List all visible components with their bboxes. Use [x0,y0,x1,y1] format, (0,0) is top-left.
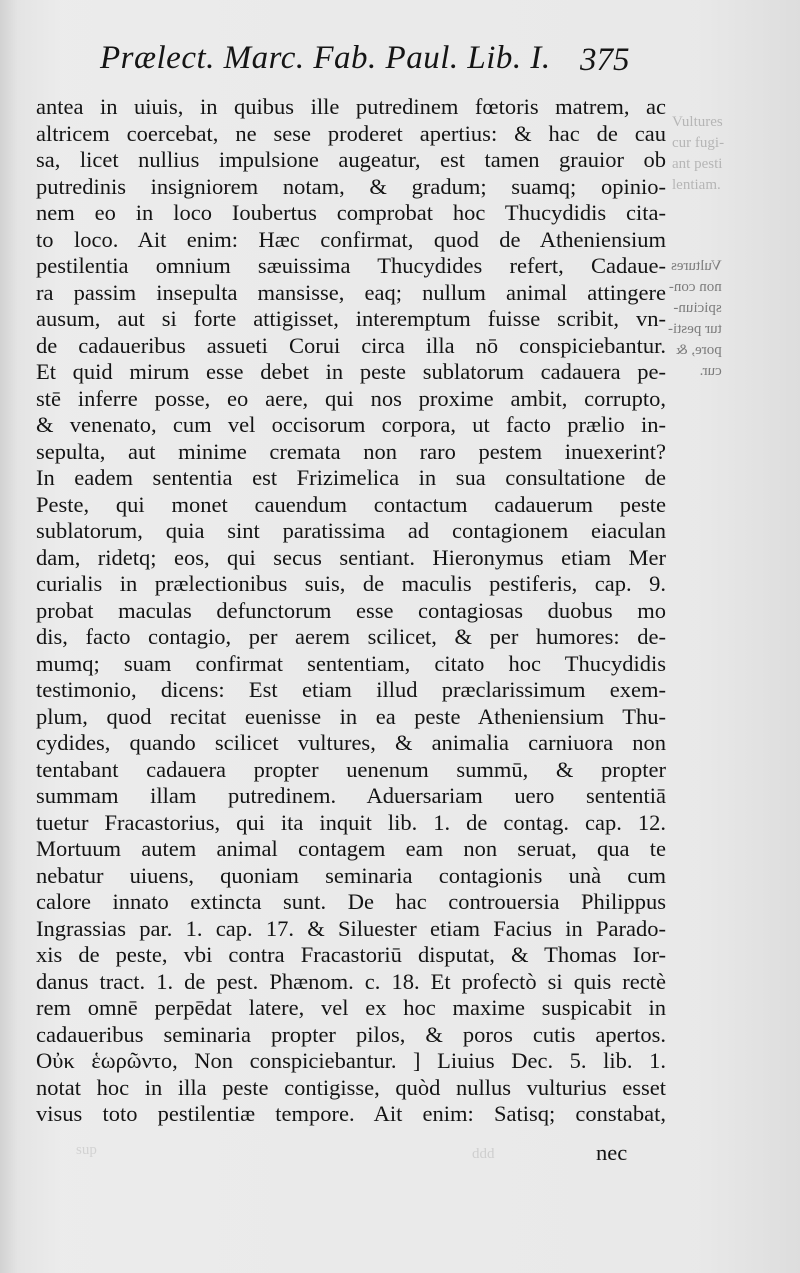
text-line: plum, quod recitat euenisse in ea peste Atheniensium Thu- [36,703,666,729]
page-number: 375 [580,42,630,78]
text-line: putredinis insigniorem notam, & gradum; suamq; opinio- [36,173,666,199]
text-line: Mortuum autem animal contagem eam non seruat, qua te [36,836,666,861]
show-through-signature: ddd [472,1146,495,1162]
text-line: Et quid mirum esse debet in peste sublatorum cadauera pe- [36,359,666,384]
text-line: sa, licet nullius impulsione augeatur, est tamen grauior ob [36,147,666,172]
text-line: visus toto pestilentiæ tempore. Ait enim: Satisq; constabat, [36,1101,666,1126]
text-line: antea in uiuis, in quibus ille putredinem fœtoris matrem, ac [36,94,666,119]
text-line: dis, facto contagio, per aerem scilicet, & per humores: de- [36,624,666,649]
text-line: & venenato, cum vel occisorum corpora, ut facto prælio in- [36,412,666,437]
text-line: curialis in prælectionibus suis, de maculis pestiferis, cap. 9. [36,571,666,596]
text-line: nebatur uiuens, quoniam seminaria contagionis unà cum [36,862,666,888]
text-line: mumq; suam confirmat sententiam, citato hoc Thucydidis [36,650,666,676]
running-head: Prælect. Marc. Fab. Paul. Lib. I. [100,40,551,76]
text-line: cadaueribus seminaria propter pilos, & poros cutis apertos. [36,1021,666,1047]
show-through-margin-note-middle: Vultures non con- spiciun- tur pesti- pore, & cur. [668,258,722,379]
text-line: notat hoc in illa peste contigisse, quòd nullus vulturius esset [36,1074,666,1100]
text-line: calore innato extincta sunt. De hac controuersia Philippus [36,889,666,914]
text-line: to loco. Ait enim: Hæc confirmat, quod de Atheniensium [36,226,666,252]
text-line: sublatorum, quia sint paratissima ad contagionem eiaculan [36,518,666,543]
show-through-margin-note-top: Vultures cur fugi- ant pesti lentiam. [672,114,725,193]
text-line: pestilentia omnium sæuissima Thucydides refert, Cadaue- [36,253,666,278]
text-line: rem omnē perpēdat latere, vel ex hoc maxime suspicabit in [36,995,666,1020]
text-line: tuetur Fracastorius, qui ita inquit lib. 1. de contag. cap. 12. [36,809,666,835]
body-text [36,94,666,1128]
text-line: In eadem sententia est Frizimelica in sua consultatione de [36,465,666,490]
text-line: xis de peste, vbi contra Fracastoriū disputat, & Thomas Ior- [36,942,666,967]
page-header [100,40,660,90]
text-line: ausum, aut si forte attigisset, interemptum fuisse scribit, vn- [36,306,666,331]
text-line: sepulta, aut minime cremata non raro pestem inuexerint? [36,438,666,464]
text-line: altricem coercebat, ne sese proderet apertius: & hac de cau [36,120,666,146]
text-line: danus tract. 1. de pest. Phænom. c. 18. Et profectò si quis rectè [36,968,666,994]
text-line: summam illam putredinem. Aduersariam uero sententiā [36,783,666,808]
text-line: Peste, qui monet cauendum contactum cadauerum peste [36,491,666,517]
text-line: cydides, quando scilicet vultures, & animalia carniuora non [36,730,666,755]
catchword: nec [596,1140,628,1165]
text-line: de cadaueribus assueti Corui circa illa nō conspiciebantur. [36,332,666,358]
show-through-bottom-left: sup [76,1142,97,1158]
text-line: Ingrassias par. 1. cap. 17. & Siluester etiam Facius in Parado- [36,915,666,941]
text-line: Οὐκ ἑωρῶντο, Non conspiciebantur. ] Liuius Dec. 5. lib. 1. [36,1048,666,1073]
text-line: nem eo in loco Ioubertus comprobat hoc Thucydidis cita- [36,200,666,225]
text-line: testimonio, dicens: Est etiam illud præclarissimum exem- [36,677,666,702]
text-line: probat maculas defunctorum esse contagiosas duobus mo [36,597,666,623]
text-line: stē inferre posse, eo aere, qui nos proxime ambit, corrupto, [36,385,666,411]
text-line: ra passim insepulta mansisse, eaq; nullum animal attingere [36,279,666,305]
text-line: dam, ridetq; eos, qui secus sentiant. Hieronymus etiam Mer [36,544,666,570]
text-line: tentabant cadauera propter uenenum summū, & propter [36,756,666,782]
